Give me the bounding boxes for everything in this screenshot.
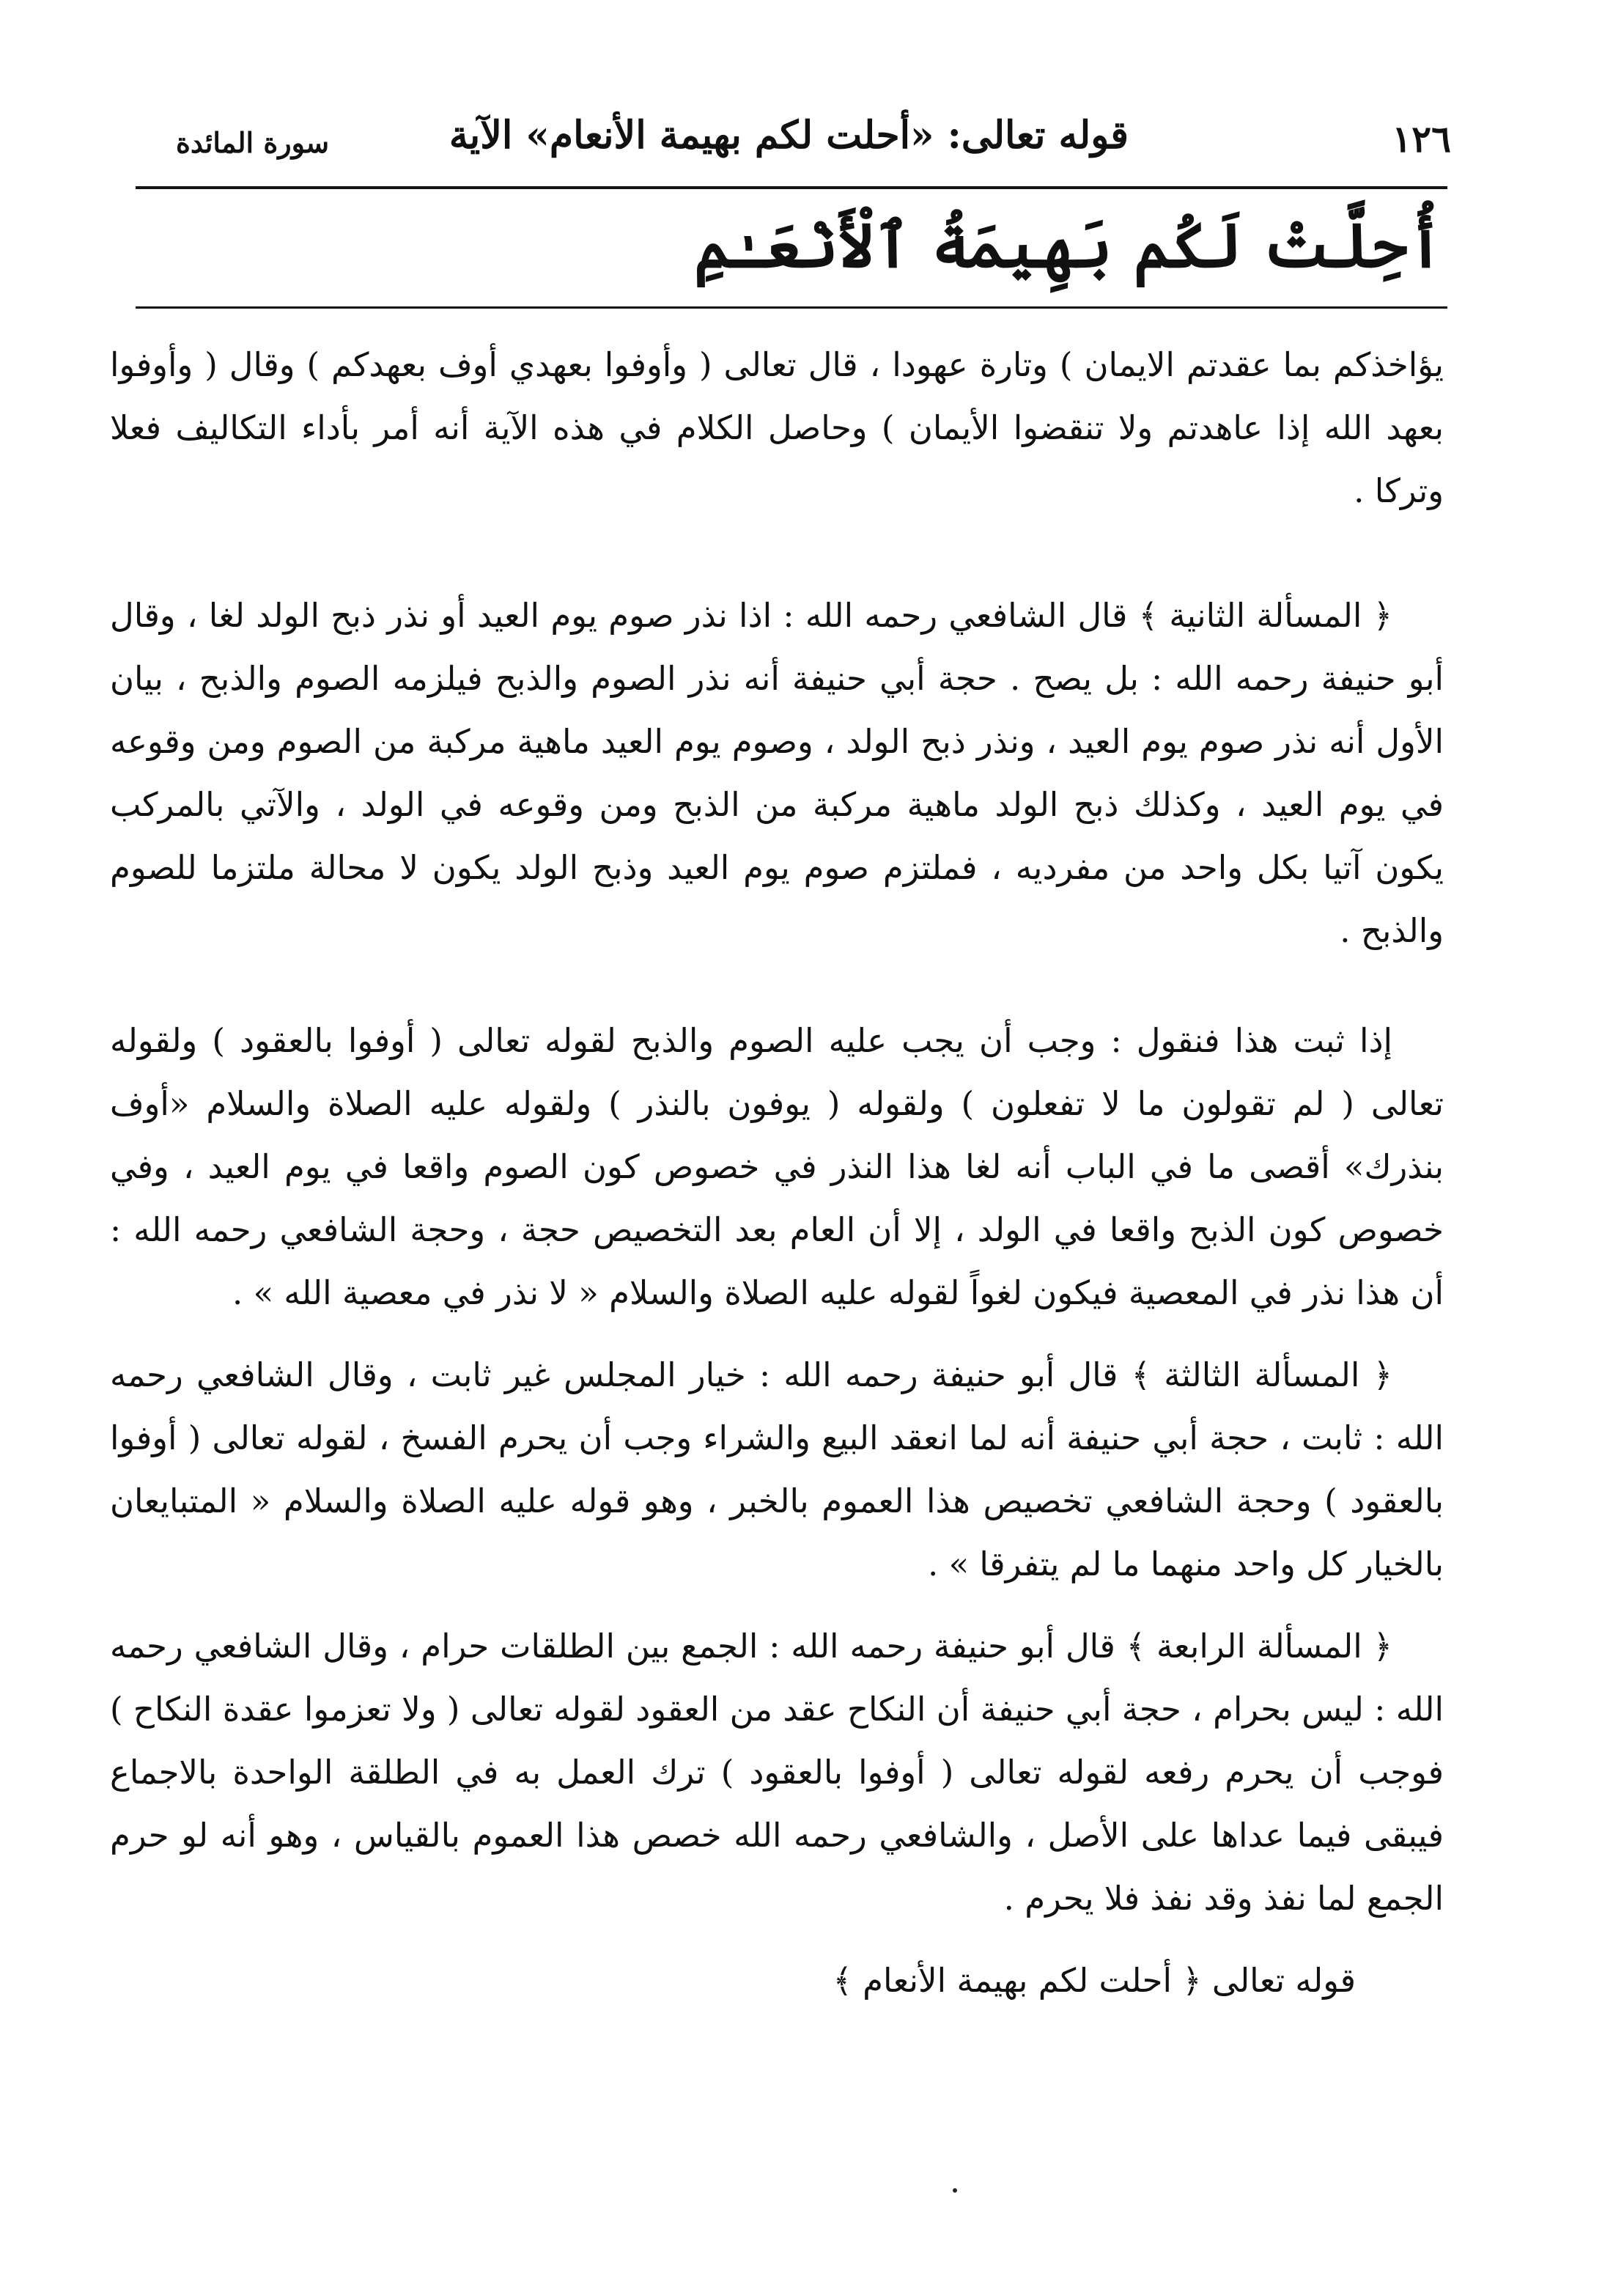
page-number: ١٢٦ [1392, 117, 1451, 161]
paragraph-argument: إذا ثبت هذا فنقول : وجب أن يجب عليه الصوم والذبح لقوله تعالى ( أوفوا بالعقود ) ولقوله تعالى ( لم تقولون ما لا تفعلون ) ولقوله ( يوفون بالنذر ) ولقوله عليه الصلاة والسلام «أوف بنذرك» أقصى ما في الباب أنه لغا هذا النذر في خصوص كون الصوم واقعا في يوم العيد ، وفي خصوص كون الذبح واقعا في الولد ، إلا أن العام بعد التخصيص حجة ، وحجة الشافعي رحمه الله : أن هذا نذر في المعصية فيكون لغواً لقوله عليه الصلاة والسلام « لا نذر في معصية الله » . [110, 1021, 1444, 1312]
verse-heading: أُحِلَّتْ لَكُم بَهِيمَةُ ٱلْأَنْعَـٰمِ [694, 209, 1444, 282]
paragraph-fourth-issue: ﴿ المسألة الرابعة ﴾ قال أبو حنيفة رحمه الله : الجمع بين الطلقات حرام ، وقال الشافعي رحمه الله : ليس بحرام ، حجة أبي حنيفة أن النكاح عقد من العقود لقوله تعالى ( ولا تعزموا عقدة النكاح ) فوجب أن يحرم رفعه لقوله تعالى ( أوفوا بالعقود ) ترك العمل به في الطلقة الواحدة بالاجماع فيبقى فيما عداها على الأصل ، والشافعي رحمه الله خصص هذا العموم بالقياس ، وهو أنه لو حرم الجمع لما نفذ وقد نفذ فلا يحرم . [110, 1627, 1444, 1918]
paragraph-intro: يؤاخذكم بما عقدتم الايمان ) وتارة عهودا ، قال تعالى ( وأوفوا بعهدي أوف بعهدكم ) وقال ( وأوفوا بعهد الله إذا عاهدتم ولا تنقضوا الأيمان ) وحاصل الكلام في هذه الآية أنه أمر بأداء التكاليف فعلا وتركا . [110, 345, 1444, 510]
paragraph-third-issue: ﴿ المسألة الثالثة ﴾ قال أبو حنيفة رحمه الله : خيار المجلس غير ثابت ، وقال الشافعي رحمه الله : ثابت ، حجة أبي حنيفة أنه لما انعقد البيع والشراء وجب أن يحرم الفسخ ، لقوله تعالى ( أوفوا بالعقود ) وحجة الشافعي تخصيص هذا العموم بالخبر ، وهو قوله عليه الصلاة والسلام « المتبايعان بالخيار كل واحد منهما ما لم يتفرقا » . [110, 1355, 1444, 1583]
running-header [161, 110, 1451, 176]
paragraph-second-issue: ﴿ المسألة الثانية ﴾ قال الشافعي رحمه الله : اذا نذر صوم يوم العيد أو نذر ذبح الولد لغا ، وقال أبو حنيفة رحمه الله : بل يصح . حجة أبي حنيفة أنه نذر الصوم والذبح فيلزمه الصوم والذبح ، بيان الأول أنه نذر صوم يوم العيد ، ونذر ذبح الولد ، وصوم يوم العيد ماهية مركبة من الصوم ومن وقوعه في يوم العيد ، وكذلك ذبح الولد ماهية مركبة من الذبح ومن وقوعه في الولد ، والآتي بالمركب يكون آتيا بكل واحد من مفرديه ، فملتزم صوم يوم العيد وذبح الولد يكون لا محالة ملتزما للصوم والذبح . [110, 596, 1444, 950]
page-speck [953, 2188, 957, 2193]
header-divider [136, 186, 1447, 189]
heading-divider [136, 306, 1447, 309]
running-title: قوله تعالى: «أحلت لكم بهيمة الأنعام» الآية [449, 113, 1129, 158]
surah-name: سورة المائدة [176, 126, 330, 159]
paragraph-next-verse: قوله تعالى ﴿ أحلت لكم بهيمة الأنعام ﴾ [833, 1961, 1356, 2000]
commentary-text [110, 334, 1444, 2012]
